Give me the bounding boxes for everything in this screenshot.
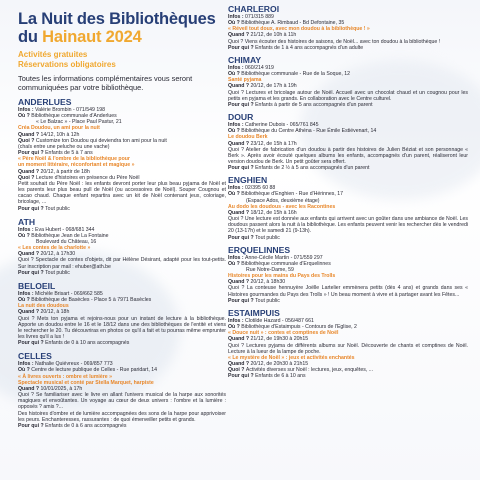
info-value: 20/12, à 18h xyxy=(40,309,70,316)
info-value: Bibliothèque de Basècles - Place 5 à 7971 Basècles xyxy=(31,297,152,304)
info-value: Se familiariser avec le livre en allant l'univers musical de la harpe aux sonorités magiques et envoûtantes. Un voyage au cœur de deux univers : l'ombre et la lumière : opposés ? amis ?... xyxy=(18,392,226,411)
info-label: Infos : xyxy=(228,254,246,261)
info-label: Pour qui ? xyxy=(228,297,256,304)
library-section xyxy=(228,112,468,171)
library-section xyxy=(18,97,226,212)
info-label: Pour qui ? xyxy=(228,373,256,380)
info-label: Quand ? xyxy=(18,385,41,392)
info-line xyxy=(18,340,226,346)
info-value: 21/12, de 19h30 à 20h15 xyxy=(250,336,309,343)
info-label: Pour qui ? xyxy=(18,205,46,212)
info-label: Où ? xyxy=(228,324,242,331)
library-section xyxy=(18,351,226,429)
info-line xyxy=(18,206,226,212)
info-label: Infos : xyxy=(228,317,246,324)
library-section xyxy=(228,308,468,380)
info-value: Valérie Brombin - 071/549 198 xyxy=(35,107,105,113)
info-value: Histoires pour les mains du Pays des Trolls xyxy=(228,273,336,280)
info-value: 02/395 60 88 xyxy=(245,185,276,192)
info-label: Quoi ? xyxy=(18,315,38,322)
info-value: Enfants à partir de 5 ans accompagnés d'un parent xyxy=(255,101,373,108)
info-value: Anne-Cécile Martin - 071/559 297 xyxy=(245,254,323,261)
taglines xyxy=(18,50,226,70)
info-value: 18/12, de 15h à 16h xyxy=(250,209,297,216)
title-line-1: La Nuit des Bibliothèques xyxy=(18,10,216,28)
left-column xyxy=(18,0,226,429)
info-value: Enfants de 0 à 10 ans accompagnés xyxy=(45,340,130,347)
info-line xyxy=(18,392,226,410)
info-value: Créa Doudou, un ami pour la nuit xyxy=(18,125,100,132)
info-value: Tout public xyxy=(255,297,280,304)
info-label: Quoi ? xyxy=(228,146,246,153)
info-line xyxy=(228,216,468,234)
info-value: Atelier de fabrication d'un doudou à partir des histoires de Julien Béziat et son personnage « Berk ». Après avoir écouté quelques albums les enfants, accompagnés d'un parent, réaliseront leur version doudou de Berk. Un petit goûter sera offert. xyxy=(228,146,468,165)
library-section xyxy=(228,245,468,304)
info-label: Où ? xyxy=(228,260,242,267)
info-label: Où ? xyxy=(228,128,242,135)
info-label: Quand ? xyxy=(228,209,251,216)
info-value: Lecture d'histoires en présence du Père Noël xyxy=(35,174,140,181)
city-heading: ERQUELINNES xyxy=(228,244,291,255)
intro-text: Toutes les informations complémentaires vous seront communiquées par votre bibliothèque. xyxy=(18,74,193,92)
tagline-booking: Réservations obligatoires xyxy=(18,60,116,69)
library-section xyxy=(228,175,468,240)
info-value: « À livres ouverts : ombre et lumière » xyxy=(18,373,112,380)
info-label: Quoi ? xyxy=(228,38,245,45)
info-label: Où ? xyxy=(18,232,32,239)
info-value: 23/12, de 15h à 17h xyxy=(250,140,297,147)
info-label: Pour qui ? xyxy=(18,150,46,157)
info-value: Mets ton pyjama et rejoins-nous pour un instant de lecture à la bibliothèque. Apporte un doudou entre le 16 et le 18/12 dans une des bibliothèques de l'entité et viens le rechercher le 20. Tu découvriras en photos ce qu'il a fait et tu pourras même emprunter les livres qu'il a lus ! xyxy=(18,315,226,340)
info-value: Centre de lecture publique de Celles - Rue paridart, 14 xyxy=(31,367,157,374)
info-value: Customize ton Doudou qui deviendra ton ami pour la nuit xyxy=(35,137,167,144)
description-text: Des histoires d'ombre et de lumière accompagnées des sons de la harpe pour apprivoiser les peurs. Enchanteresses, rassurantes : de quoi émerveiller petits et grands. xyxy=(18,410,226,423)
info-label: Quand ? xyxy=(228,279,251,286)
info-value: Bibliothèque communale d'Erquelinnes xyxy=(241,260,331,267)
info-value: Enfants de 6 à 10 ans xyxy=(255,373,306,380)
info-label: Infos : xyxy=(228,14,246,20)
info-label: Quand ? xyxy=(228,140,251,147)
info-line xyxy=(228,147,468,165)
info-value: 21/12, de 10h à 11h xyxy=(250,32,297,39)
info-line xyxy=(18,270,226,276)
info-value: Bibliothèque Jean de La Fontaine xyxy=(31,232,109,239)
info-value: La nuit des doudous xyxy=(18,303,69,310)
info-label: Quand ? xyxy=(18,251,41,258)
info-line xyxy=(228,285,468,297)
info-value: Spectacle musical et conté par Stella Marquet, harpiste xyxy=(18,379,154,386)
info-value: Bibliothèque communale - Rue de la Soque, 12 xyxy=(241,71,350,78)
info-label: Quand ? xyxy=(228,336,251,343)
info-line xyxy=(228,235,468,241)
info-value: Bibliothèque du Centre Athéna - Rue Émile Estiévenart, 14 xyxy=(241,128,377,135)
info-value: 060/214 919 xyxy=(245,64,274,71)
info-label: Où ? xyxy=(18,297,32,304)
info-label: Quand ? xyxy=(18,168,41,175)
info-line xyxy=(18,316,226,341)
info-label: Quoi ? xyxy=(18,257,36,264)
info-label: Quoi ? xyxy=(18,137,36,144)
description-text: Petit souhait du Père Noël : les enfants devront porter leur plus beau pyjama de Noël et les parents leur plus beau pull de Noël (ou accessoires de Noël). Souper Cougnou et cacao chaud. Chaque enfant repartira avec un kit de Noël contenant jeux, coloriage, bricolage, ... xyxy=(18,180,226,206)
info-line xyxy=(228,102,468,108)
right-column xyxy=(228,0,468,380)
info-value: Tout public xyxy=(45,205,70,212)
info-value: La conteuse hennuyère Joëlle Lartelier emmènera petits (dès 4 ans) et grands dans ses « Histoires gourmandes du Pays des Trolls » ! Un beau moment à vivre et à partager avant les Fêtes... xyxy=(228,285,468,298)
info-label: Où ? xyxy=(18,367,32,374)
info-label: Où ? xyxy=(228,71,242,78)
info-line xyxy=(228,343,468,355)
info-value: Rue Notre-Dame, 59 xyxy=(246,267,294,273)
info-label: Pour qui ? xyxy=(228,234,256,241)
library-section xyxy=(228,55,468,108)
info-value: Spectacle de contes d'objets, dit par Hélène Désirant, adapté pour les tout-petits. Sur inscription par mail : ehuber@ath.be xyxy=(18,257,227,270)
info-value: Au dodo les doudous - avec les Racontines xyxy=(228,203,336,210)
info-value: 20/12, à 18h30 xyxy=(250,279,286,286)
city-heading: ATH xyxy=(18,216,36,227)
info-value: Enfants de 1 à 4 ans accompagnés d'un adulte xyxy=(255,44,364,51)
info-label: Quoi ? xyxy=(228,216,245,223)
city-heading: CELLES xyxy=(18,351,52,362)
info-label: Où ? xyxy=(228,191,242,198)
info-label: Où ? xyxy=(18,113,32,120)
info-label: Infos : xyxy=(228,122,246,129)
info-label: Pour qui ? xyxy=(228,101,256,108)
library-section xyxy=(228,4,468,51)
title-prefix: du xyxy=(18,28,43,46)
info-label: Quoi ? xyxy=(228,367,246,374)
info-label: Quand ? xyxy=(228,32,251,39)
info-line xyxy=(228,298,468,304)
info-value: Lectures pyjama de différents albums sur Noël. Découverte de chants et comptines de Noël. Lecture à la lueur de la lampe de poche. xyxy=(228,342,468,355)
info-line xyxy=(18,257,226,269)
info-label: Quand ? xyxy=(228,361,251,368)
city-heading: CHARLEROI xyxy=(228,4,280,14)
info-value: 20/12, de 20h30 à 21h15 xyxy=(250,361,309,368)
info-value: Eva Hubert - 068/681 344 xyxy=(35,226,95,233)
info-line xyxy=(228,373,468,379)
info-value: Tout public xyxy=(255,234,280,241)
info-label: Pour qui ? xyxy=(18,422,46,429)
info-label: Infos : xyxy=(228,185,246,192)
title-accent: Hainaut 2024 xyxy=(42,28,142,46)
info-value: Enfants de 5 à 7 ans xyxy=(45,150,93,157)
page-title xyxy=(18,10,226,46)
info-value: « Le mystère de Noël » : jeux et activités enchantés xyxy=(228,354,355,361)
city-heading: ANDERLUES xyxy=(18,97,72,107)
info-value: Bibliothèque d'Enghien - Rue d'Hérinnes, 17 xyxy=(241,191,344,198)
info-value: « Les contes de la charlotte » xyxy=(18,245,91,252)
city-heading: ESTAIMPUIS xyxy=(228,307,280,318)
info-value: (chaïs entre une peluche ou une vache) xyxy=(18,143,110,150)
info-label: Infos : xyxy=(18,226,36,233)
info-value: 071/315 889 xyxy=(245,14,274,20)
info-value: Enfants de 0 à 6 ans accompagnés xyxy=(45,422,127,429)
info-value: « Réveil tout doux, avec mon doudou à la bibliothèque ! » xyxy=(228,26,370,33)
title-line-2 xyxy=(18,28,226,46)
library-section xyxy=(18,217,226,276)
info-label: Infos : xyxy=(18,107,36,113)
info-value: Santé pyjama xyxy=(228,77,262,84)
info-value: 14/12, 10h à 12h xyxy=(40,131,80,138)
info-value: Le doudou Berk xyxy=(228,134,268,141)
city-heading: ENGHIEN xyxy=(228,175,268,186)
info-value: Bibliothèque communale d'Anderlues xyxy=(31,113,117,120)
info-value: Une lecture est donnée aux enfants qui arrivent avec un goûter dans une ambiance de Noël. Les doudous passent alors la nuit à la bibliothèque. Les enfants peuvent venir les rechercher dès le vendredi 20 (13-17h) et le samedi 21 (9-13h). xyxy=(228,216,468,235)
city-heading: CHIMAY xyxy=(228,54,262,65)
info-value: « Père Noël & l'ombre de la bibliothèque pour xyxy=(18,156,130,163)
info-line xyxy=(18,423,226,429)
info-value: Lectures et bricolage autour de Noël. Accueil avec un chocolat chaud et un cougnou pour les petits en pyjama et les grands. En collaboration avec le Centre culturel. xyxy=(228,89,468,102)
info-value: 20/12, à 17h30 xyxy=(40,251,76,258)
info-label: Infos : xyxy=(228,64,246,71)
info-value: Activités diverses sur Noël : lectures, jeux, enquêtes, ... xyxy=(245,367,374,374)
info-label: Quoi ? xyxy=(228,342,247,349)
info-label: Pour qui ? xyxy=(228,165,256,172)
info-value: (Espace Ados, deuxième étage) xyxy=(246,197,320,204)
info-value: 20/12, à partir de 18h xyxy=(40,168,90,175)
info-label: Quoi ? xyxy=(18,392,36,399)
info-value: Tout public xyxy=(45,269,70,276)
info-label: Infos : xyxy=(18,290,36,297)
info-value: Catherine Dubois - 065/761 845 xyxy=(245,122,319,129)
info-label: Quand ? xyxy=(228,83,251,90)
info-line xyxy=(228,165,468,171)
info-label: Quand ? xyxy=(18,309,41,316)
left-sections xyxy=(18,97,226,429)
info-label: Infos : xyxy=(18,361,36,368)
info-label: Quand ? xyxy=(18,131,41,138)
info-label: Quoi ? xyxy=(228,89,246,96)
info-label: Quoi ? xyxy=(228,285,247,292)
info-value: Clotilde Hazard - 056/487 661 xyxy=(245,317,314,324)
city-heading: DOUR xyxy=(228,112,254,123)
library-section xyxy=(18,281,226,346)
info-value: un moment littéraire, réconfortant et magique » xyxy=(18,162,135,169)
info-value: Bibliothèque d'Estaimpuis - Contours de l'Eglise, 2 xyxy=(241,324,357,331)
info-value: 10/01/2025, à 17h xyxy=(40,385,83,392)
info-label: Où ? xyxy=(228,20,242,27)
info-value: Boulevard du Château, 16 xyxy=(36,238,97,245)
info-line xyxy=(228,45,468,51)
tagline-free: Activités gratuites xyxy=(18,50,88,59)
info-value: Nathalie Quiévreux - 069/857 773 xyxy=(35,361,113,368)
info-value: Bibliothèque A. Rimbaud - Bd Defontaine, 35 xyxy=(241,20,345,27)
info-label: Pour qui ? xyxy=(18,269,46,276)
info-value: Viens écouter des histoires de saisons, de Noël... avec ton doudou à la bibliothèque ! xyxy=(244,38,441,45)
info-line xyxy=(228,90,468,102)
info-label: Quoi ? xyxy=(18,174,36,181)
right-sections xyxy=(228,4,468,380)
info-value: « Douce nuit » : contes et comptines de Noël xyxy=(228,330,339,337)
city-heading: BELOEIL xyxy=(18,280,56,291)
info-label: Pour qui ? xyxy=(228,44,256,51)
info-value: 20/12, de 17h à 19h xyxy=(250,83,297,90)
info-value: Enfants de 2 ½ à 5 ans accompagnés d'un parent xyxy=(255,165,370,172)
info-value: « Le Balzac » - Place Paul Pastur, 21 xyxy=(36,119,122,126)
info-label: Pour qui ? xyxy=(18,340,46,347)
info-value: Michèle Brisart - 069/662 585 xyxy=(35,290,103,297)
